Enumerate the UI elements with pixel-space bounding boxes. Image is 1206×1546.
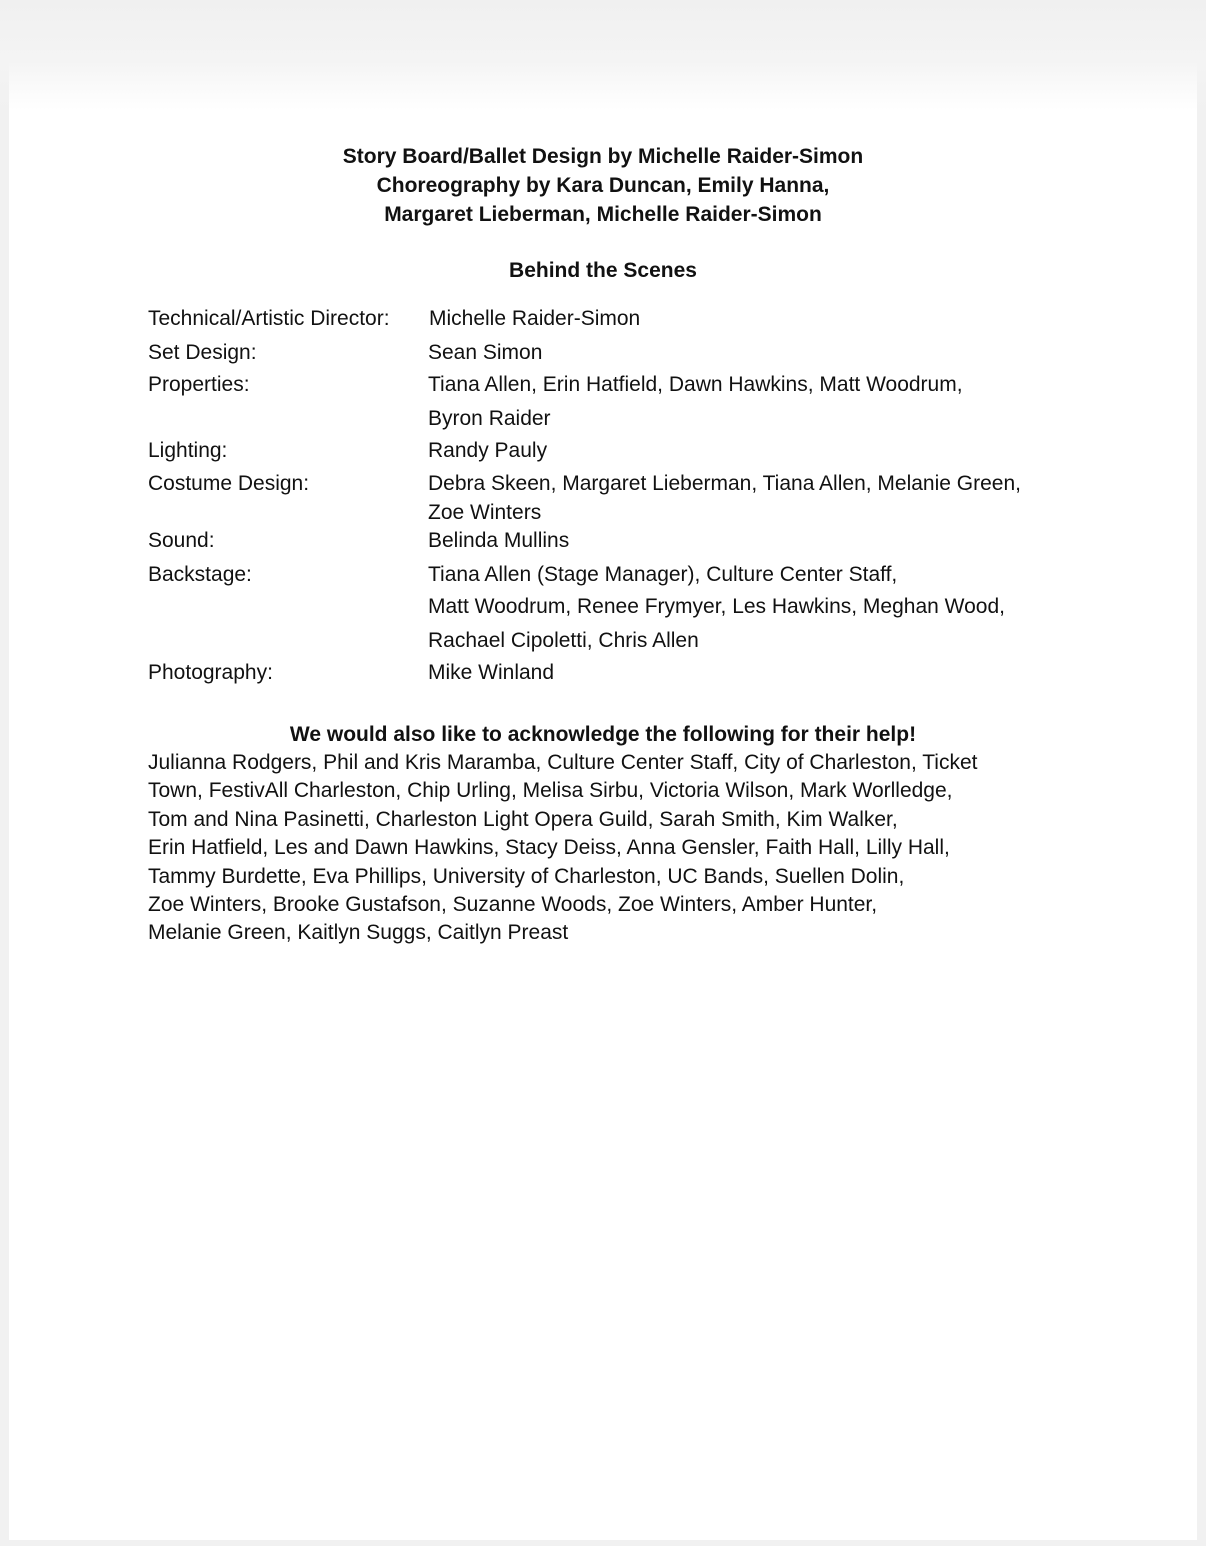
acknowledgements-title: We would also like to acknowledge the following for their help! (289, 723, 917, 746)
credit-line: Margaret Lieberman, Michelle Raider-Simon (384, 203, 822, 226)
acknowledgement-line: Julianna Rodgers, Phil and Kris Maramba, Culture Center Staff, City of Charleston, Ticket (148, 751, 978, 774)
crew-role: Technical/Artistic Director: (148, 307, 390, 330)
crew-role: Backstage: (148, 563, 252, 586)
crew-role: Photography: (148, 661, 273, 684)
crew-name-line: Debra Skeen, Margaret Lieberman, Tiana Allen, Melanie Green, (428, 472, 1021, 495)
crew-name-line: Byron Raider (428, 407, 551, 430)
acknowledgement-line: Town, FestivAll Charleston, Chip Urling, Melisa Sirbu, Victoria Wilson, Mark Worlledge, (148, 779, 953, 803)
acknowledgement-line: Tammy Burdette, Eva Phillips, University of Charleston, UC Bands, Suellen Dolin, (148, 864, 905, 888)
crew-name-line: Belinda Mullins (428, 529, 570, 552)
credit-line: Story Board/Ballet Design by Michelle Raider-Simon (342, 145, 864, 168)
crew-role: Set Design: (148, 341, 257, 364)
crew-name-line: Matt Woodrum, Renee Frymyer, Les Hawkins, Meghan Wood, (428, 595, 1005, 618)
acknowledgement-line: Melanie Green, Kaitlyn Suggs, Caitlyn Preast (148, 921, 569, 945)
page-top-shadow (0, 0, 1206, 110)
crew-name-line: Sean Simon (428, 341, 543, 364)
crew-name-line: Mike Winland (428, 661, 555, 684)
acknowledgement-line: Zoe Winters, Brooke Gustafson, Suzanne Woods, Zoe Winters, Amber Hunter, (148, 892, 878, 916)
acknowledgement-line: Erin Hatfield, Les and Dawn Hawkins, Stacy Deiss, Anna Gensler, Faith Hall, Lilly Hall, (148, 836, 950, 860)
production-credits (0, 142, 1206, 229)
crew-role: Costume Design: (148, 472, 310, 495)
crew-role: Sound: (148, 529, 215, 552)
behind-the-scenes-title: Behind the Scenes (509, 259, 697, 282)
credit-line: Choreography by Kara Duncan, Emily Hanna, (376, 174, 830, 197)
crew-name-line: Michelle Raider-Simon (429, 307, 641, 330)
crew-name-line: Zoe Winters (428, 501, 542, 524)
crew-name-line: Tiana Allen, Erin Hatfield, Dawn Hawkins, Matt Woodrum, (428, 373, 963, 396)
acknowledgements-list (148, 749, 978, 948)
crew-role: Properties: (148, 373, 250, 396)
crew-name-line: Tiana Allen (Stage Manager), Culture Center Staff, (428, 563, 898, 586)
crew-name-line: Randy Pauly (428, 439, 548, 462)
crew-name-line: Rachael Cipoletti, Chris Allen (428, 629, 699, 652)
acknowledgement-line: Tom and Nina Pasinetti, Charleston Light Opera Guild, Sarah Smith, Kim Walker, (148, 807, 898, 831)
crew-role: Lighting: (148, 439, 228, 462)
